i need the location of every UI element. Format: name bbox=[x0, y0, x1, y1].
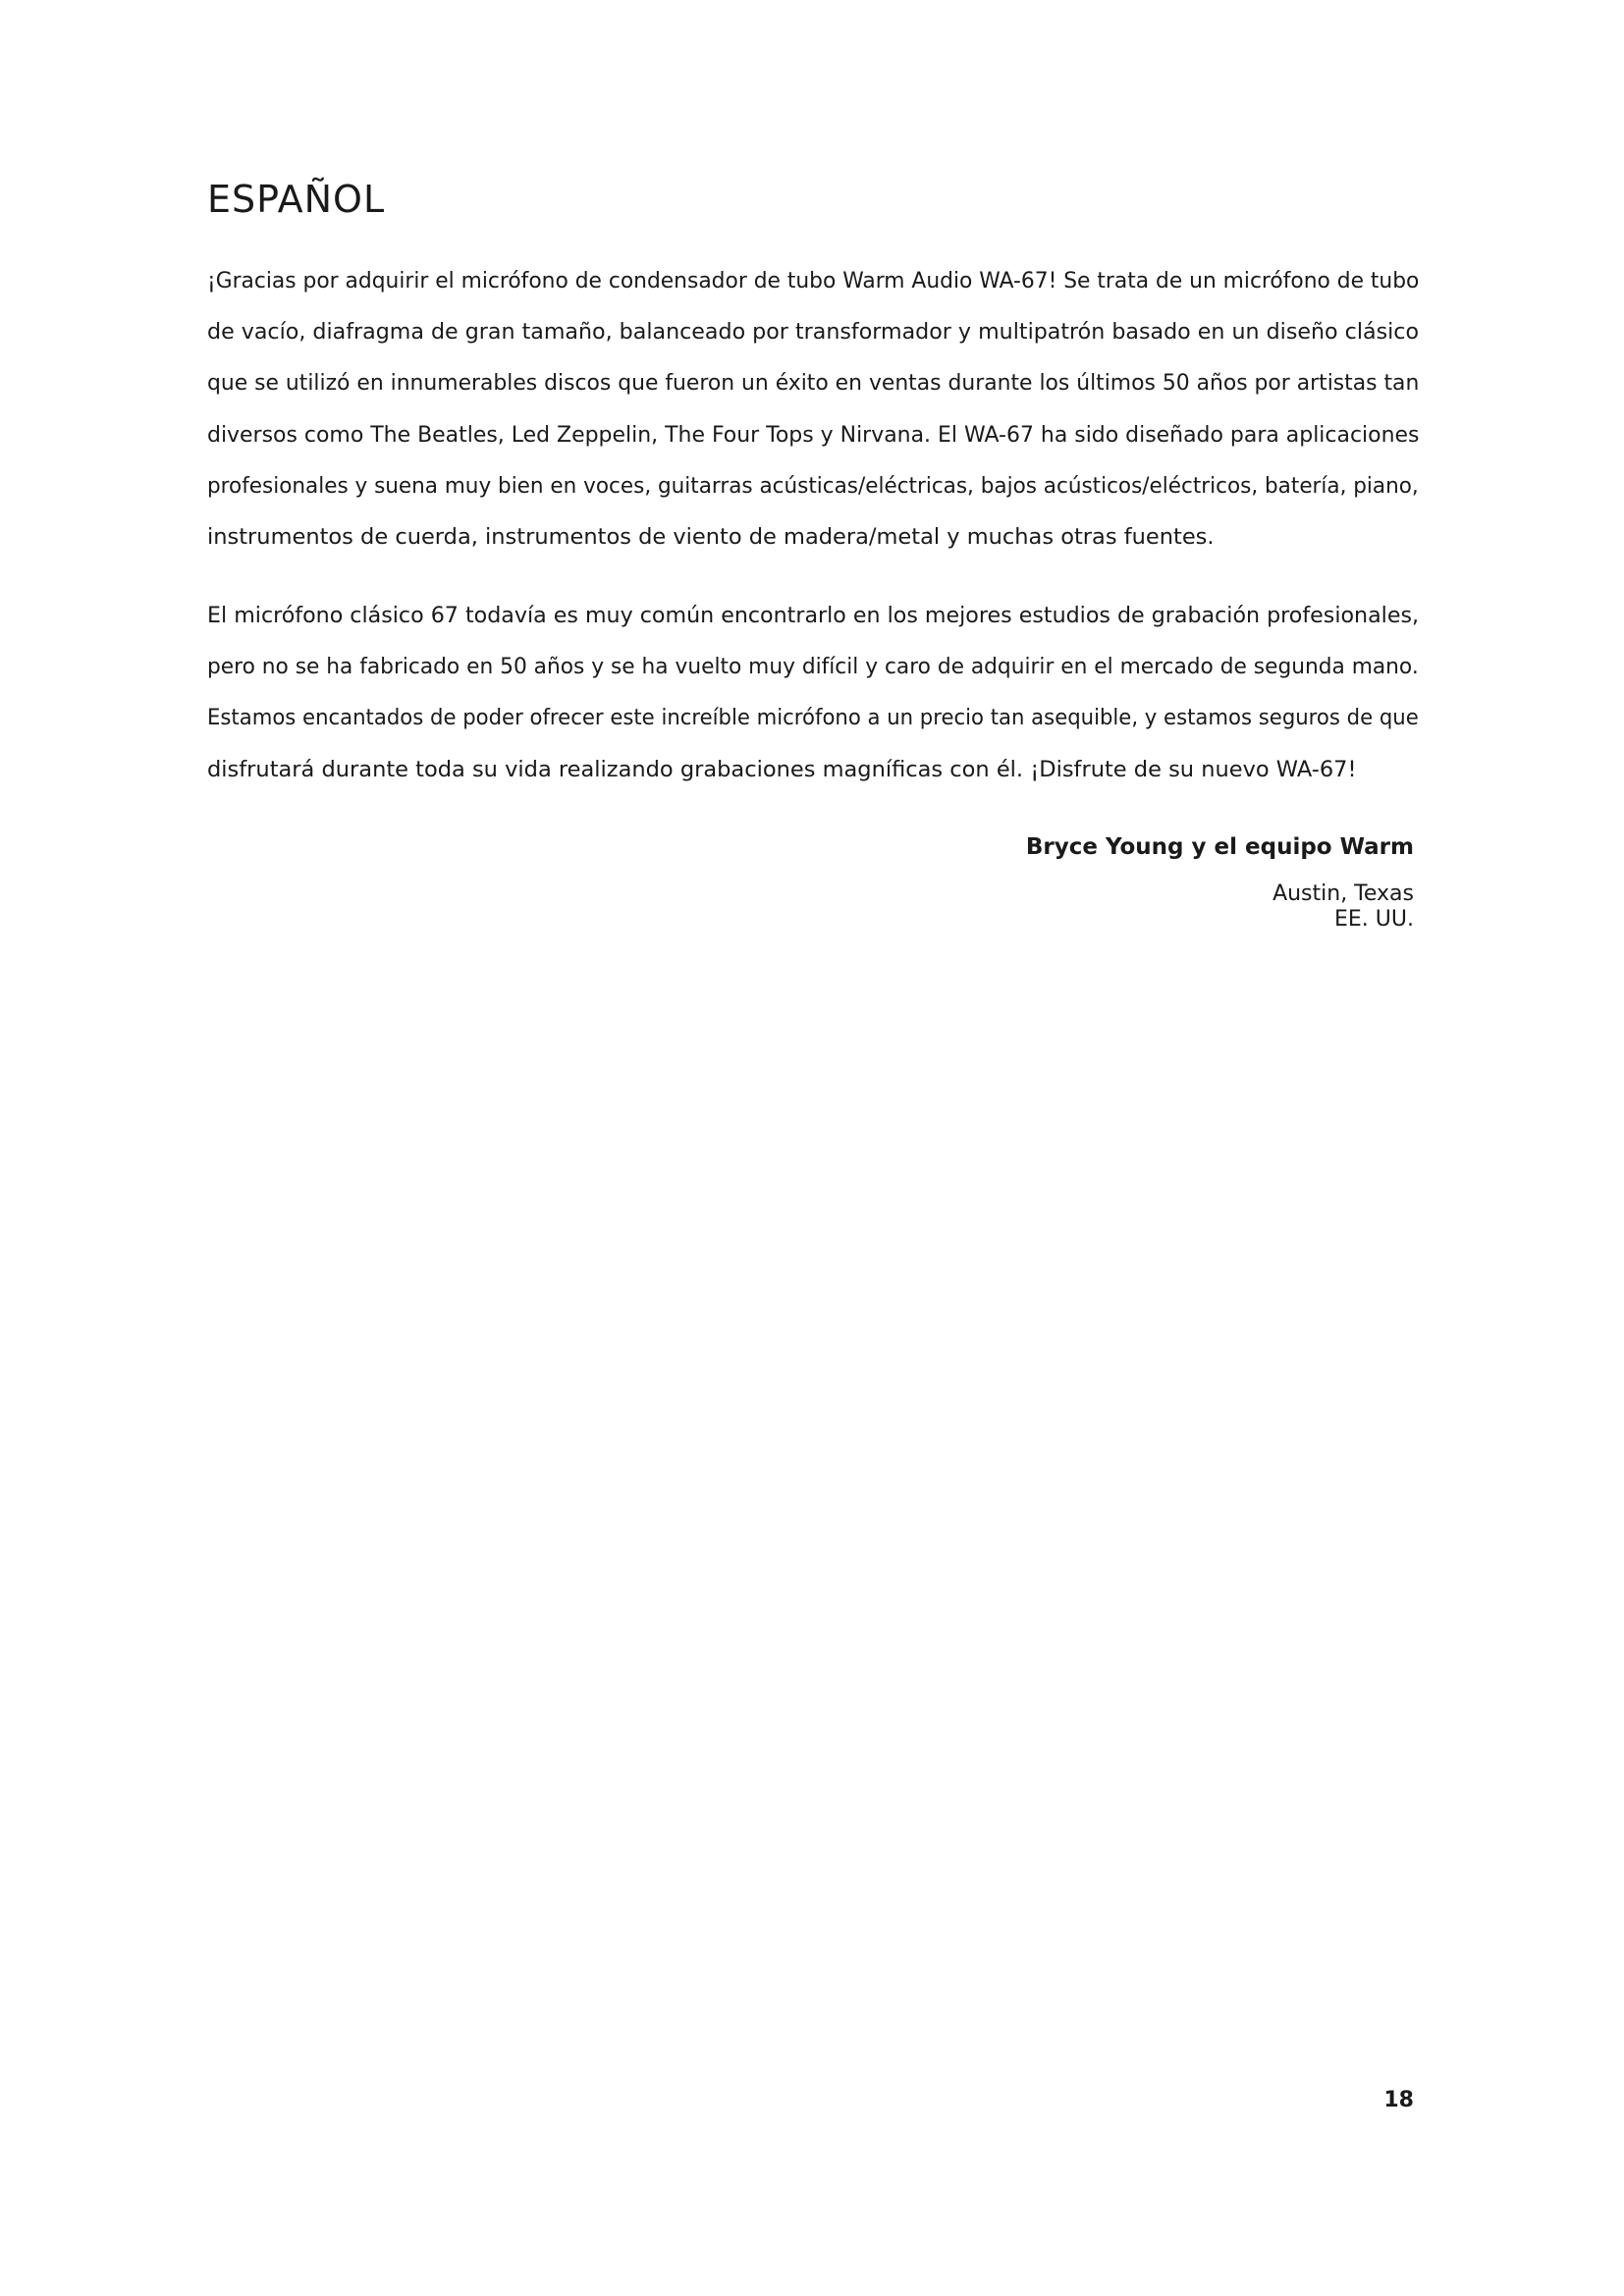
location-country: EE. UU. bbox=[1334, 907, 1414, 932]
location-city: Austin, Texas bbox=[1272, 881, 1414, 906]
paragraph-line: pero no se ha fabricado en 50 años y se ha vuelto muy difícil y caro de adquirir en el mercado de segunda mano. bbox=[207, 654, 1419, 680]
location-block bbox=[1272, 881, 1414, 933]
paragraph-line: profesionales y suena muy bien en voces, guitarras acústicas/eléctricas, bajos acústicos/eléctricos, batería, piano, bbox=[207, 472, 1419, 499]
signature: Bryce Young y el equipo Warm bbox=[1025, 834, 1414, 860]
paragraph-line: Estamos encantados de poder ofrecer este increíble micrófono a un precio tan asequible, y estamos seguros de que bbox=[207, 705, 1419, 731]
section-heading: ESPAÑOL bbox=[207, 178, 386, 221]
page-number: 18 bbox=[1383, 2088, 1414, 2112]
intro-paragraph bbox=[207, 255, 1419, 562]
paragraph-line: diversos como The Beatles, Led Zeppelin, The Four Tops y Nirvana. El WA-67 ha sido diseñado para aplicaciones bbox=[207, 421, 1420, 448]
paragraph-line: instrumentos de cuerda, instrumentos de viento de madera/metal y muchas otras fuentes. bbox=[207, 524, 1215, 551]
paragraph-line: ¡Gracias por adquirir el micrófono de condensador de tubo Warm Audio WA-67! Se trata de un micrófono de tubo bbox=[207, 268, 1420, 294]
paragraph-line: de vacío, diafragma de gran tamaño, balanceado por transformador y multipatrón basado en un diseño clásico bbox=[207, 319, 1420, 346]
second-paragraph bbox=[207, 590, 1419, 795]
paragraph-line: disfrutará durante toda su vida realizando grabaciones magníficas con él. ¡Disfrute de su nuevo WA-67! bbox=[207, 756, 1357, 782]
paragraph-line: El micrófono clásico 67 todavía es muy común encontrarlo en los mejores estudios de grabación profesionales, bbox=[207, 603, 1420, 628]
paragraph-line: que se utilizó en innumerables discos que fueron un éxito en ventas durante los últimos 50 años por artistas tan bbox=[207, 370, 1420, 397]
